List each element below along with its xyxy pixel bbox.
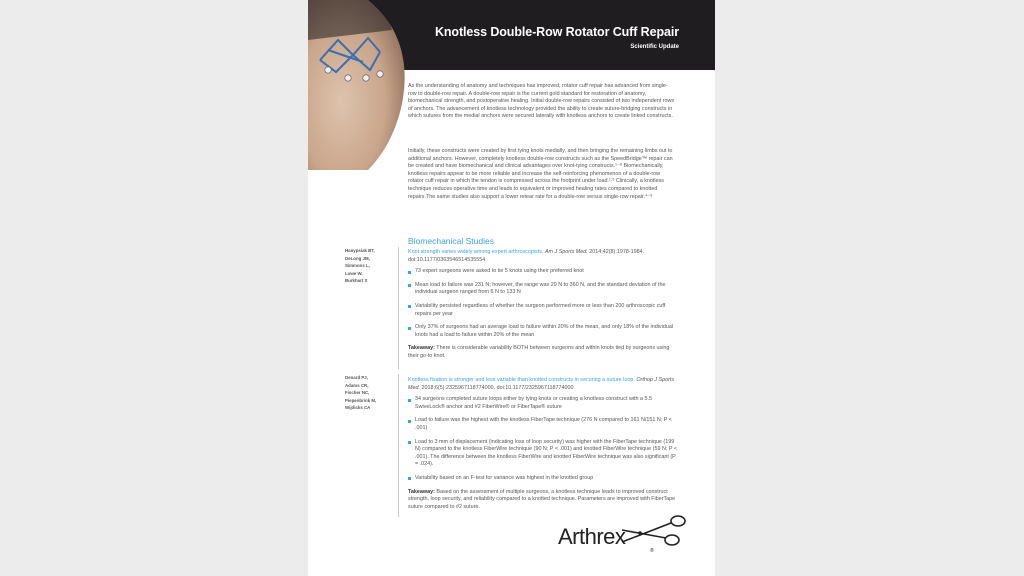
author: Adams CR, [345,382,369,388]
study2-block [408,377,678,511]
study1-ref-title: Knot strength varies widely among expert arthroscopists. [408,249,544,255]
section-title: Biomechanical Studies [408,236,494,246]
list-item: Mean load to failure was 231 N; however, the range was 29 N to 360 N, and the standard deviation of the individual surgeon ranged from 6 N to 133 N [408,282,678,297]
list-item: Variability based on an F-test for variance was highest in the knotted group [408,475,678,483]
registered-mark: ® [650,548,654,554]
study2-authors [345,374,395,412]
author: Lowe W, [345,270,363,276]
study2-bullets [408,396,678,482]
takeaway-label: Takeaway: [408,345,435,352]
study1-ref-cite: 2014;42(8):1978-1984. doi:10.1177/0363546514535554 [408,249,645,263]
list-item: Load to 3 mm of displacement (indicating loss of loop security) was higher with the FiberTape technique (199 N) compared to the knotless FiberWire technique (90 N; P < .001) and knotted FiberWire technique (59 N; P < .001). The difference between the knotless FiberWire and knotted FiberWire technique was also significant (P = .024). [408,439,678,469]
divider-line [398,374,399,517]
author: Piepenbrink M, [345,397,377,403]
study1-takeaway [408,345,678,360]
study2-ref-cite: 2018;6(5):2325967118774000. doi:10.1177/2325967118774000 [421,384,574,391]
study1-ref-journal: Am J Sports Med. [544,249,588,255]
study2-reference [408,377,678,392]
list-item: 34 surgeons completed suture loops either by tying knots or creating a knotless construct with a 5.5 SwiveLock® anchor and #2 FiberWire® or FiberTape® suture [408,396,678,411]
study2-takeaway [408,489,678,512]
author: Hanypsiak BT, [345,248,375,253]
document-title: Knotless Double-Row Rotator Cuff Repair [434,25,679,39]
study1-reference [408,249,678,264]
divider-line [398,247,399,369]
intro-paragraph-1: As the understanding of anatomy and techniques has improved, rotator cuff repair has advanced from single-row to double-row repair. A double-row repair is the current gold standard for restoration of anatomy, biomechanical strength, and postoperative healing. Initial double-row repairs consisted of two independent rows of anchors. The advancement of knotless technology provided the ability to create suture-bridging constructs in which sutures from the medial anchors were secured laterally with knotless anchors to create linked constructs. [408,83,675,120]
intro-paragraph-2: Initially, these constructs were created by first tying knots medially, and then bringing the remaining limbs out to additional anchors. However, completely knotless double-row constructs such as the SpeedBridge™ repair can be created and have biomechanical and clinical advantages over knot-tying constructs.¹⁻⁸ Biomechanically, knotless repairs appear to be more reliable and increase the self-reinforcing phenomenon of a double-row rotator cuff repair in which the tendon is compressed across the footprint under load.¹·³ Clinically, a knotless technique reduces operative time and leads to equivalent or improved healing rates compared to knotted repairs.The same studies also support a lower retear rate for a double-row versus single-row repair.⁴⁻⁸ [408,148,673,200]
author: DeLong JM, [345,255,370,261]
author: Wijdicks CA [345,405,371,411]
arthrex-logo [558,512,688,552]
author: Simmons L, [345,263,370,269]
logo-text: Arthrex [558,524,626,549]
list-item: 73 expert surgeons were asked to tie 5 knots using their preferred knot [408,268,678,276]
shoulder-anatomy-image [308,0,418,170]
study1-bullets [408,268,678,339]
list-item: Load to failure was the highest with the knotless FiberTape technique (276 N compared to 161 N/151 N; P < .001) [408,417,678,432]
author: Denard PJ, [345,375,368,380]
author: Fischer NC, [345,390,370,396]
surgical-scissors-icon [618,512,690,554]
document-subtitle: Scientific Update [630,44,679,50]
study1-block [408,249,678,361]
study1-authors [345,247,395,285]
takeaway-text: Based on the assessment of multiple surgeons, a knotless technique leads to improved construct strength, loop security, and reliability compared to a knotted technique. Parameters are improved with FiberTape suture compared to #2 suture. [408,488,676,510]
study2-ref-title: Knotless fixation is stronger and less variable than knotted constructs in securing a suture loop. [408,377,635,383]
list-item: Variability persisted regardless of whether the surgeon performed more or less than 200 arthroscopic cuff repairs per year [408,303,678,318]
author: Burkhart S [345,278,368,284]
study2-ref-journal: Orthop J Sports Med. [408,377,675,391]
document-page [308,0,715,576]
takeaway-label: Takeaway: [408,488,435,495]
list-item: Only 37% of surgeons had an average load to failure within 20% of the mean, and only 18% of the individual knots had a load to failure within 20% of the mean [408,324,678,339]
takeaway-text: There is considerable variability BOTH between surgeons and within knots tied by surgeons using their go-to knot. [408,345,670,359]
